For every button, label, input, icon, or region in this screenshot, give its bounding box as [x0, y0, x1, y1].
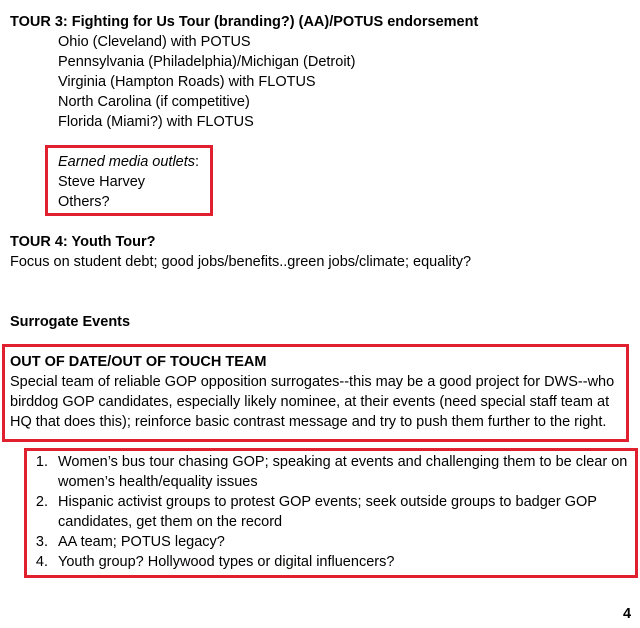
list-number: 4.: [35, 554, 48, 570]
earned-media-label-colon: :: [195, 154, 200, 170]
page-number: 4: [623, 606, 632, 622]
list-item: candidates, get them on the record: [58, 514, 283, 530]
list-number: 3.: [35, 534, 48, 550]
tour3-stop: Ohio (Cleveland) with POTUS: [58, 34, 251, 50]
tour3-stop: North Carolina (if competitive): [58, 94, 250, 110]
list-number: 2.: [35, 494, 48, 510]
earned-media-label-text: Earned media outlets: [58, 154, 196, 170]
tour3-stop: Pennsylvania (Philadelphia)/Michigan (Detroit): [58, 54, 356, 70]
tour3-stop: Florida (Miami?) with FLOTUS: [58, 114, 254, 130]
list-item: Youth group? Hollywood types or digital influencers?: [58, 554, 395, 570]
list-item: Hispanic activist groups to protest GOP events; seek outside groups to badger GOP: [58, 494, 597, 510]
list-item: women’s health/equality issues: [58, 474, 258, 490]
out-of-touch-team-text: birddog GOP candidates, especially likely nominee, at their events (need special staff team at: [10, 394, 610, 410]
tour4-heading: TOUR 4: Youth Tour?: [10, 234, 156, 250]
earned-media-item: Others?: [58, 194, 110, 210]
list-item: Women’s bus tour chasing GOP; speaking at events and challenging them to be clear on: [58, 454, 628, 470]
tour4-focus: Focus on student debt; good jobs/benefits..green jobs/climate; equality?: [10, 254, 472, 270]
out-of-touch-team-text: HQ that does this); reinforce basic contrast message and try to push them further to the right.: [10, 414, 607, 430]
earned-media-item: Steve Harvey: [58, 174, 146, 190]
earned-media-label: [58, 152, 199, 172]
tour3-stop: Virginia (Hampton Roads) with FLOTUS: [58, 74, 316, 90]
list-item: AA team; POTUS legacy?: [58, 534, 225, 550]
list-number: 1.: [35, 454, 48, 470]
out-of-touch-team-heading: OUT OF DATE/OUT OF TOUCH TEAM: [10, 354, 267, 370]
tour3-heading: TOUR 3: Fighting for Us Tour (branding?) (AA)/POTUS endorsement: [10, 14, 479, 30]
surrogate-events-heading: Surrogate Events: [10, 314, 131, 330]
out-of-touch-team-text: Special team of reliable GOP opposition surrogates--this may be a good project for DWS--who: [10, 374, 615, 390]
